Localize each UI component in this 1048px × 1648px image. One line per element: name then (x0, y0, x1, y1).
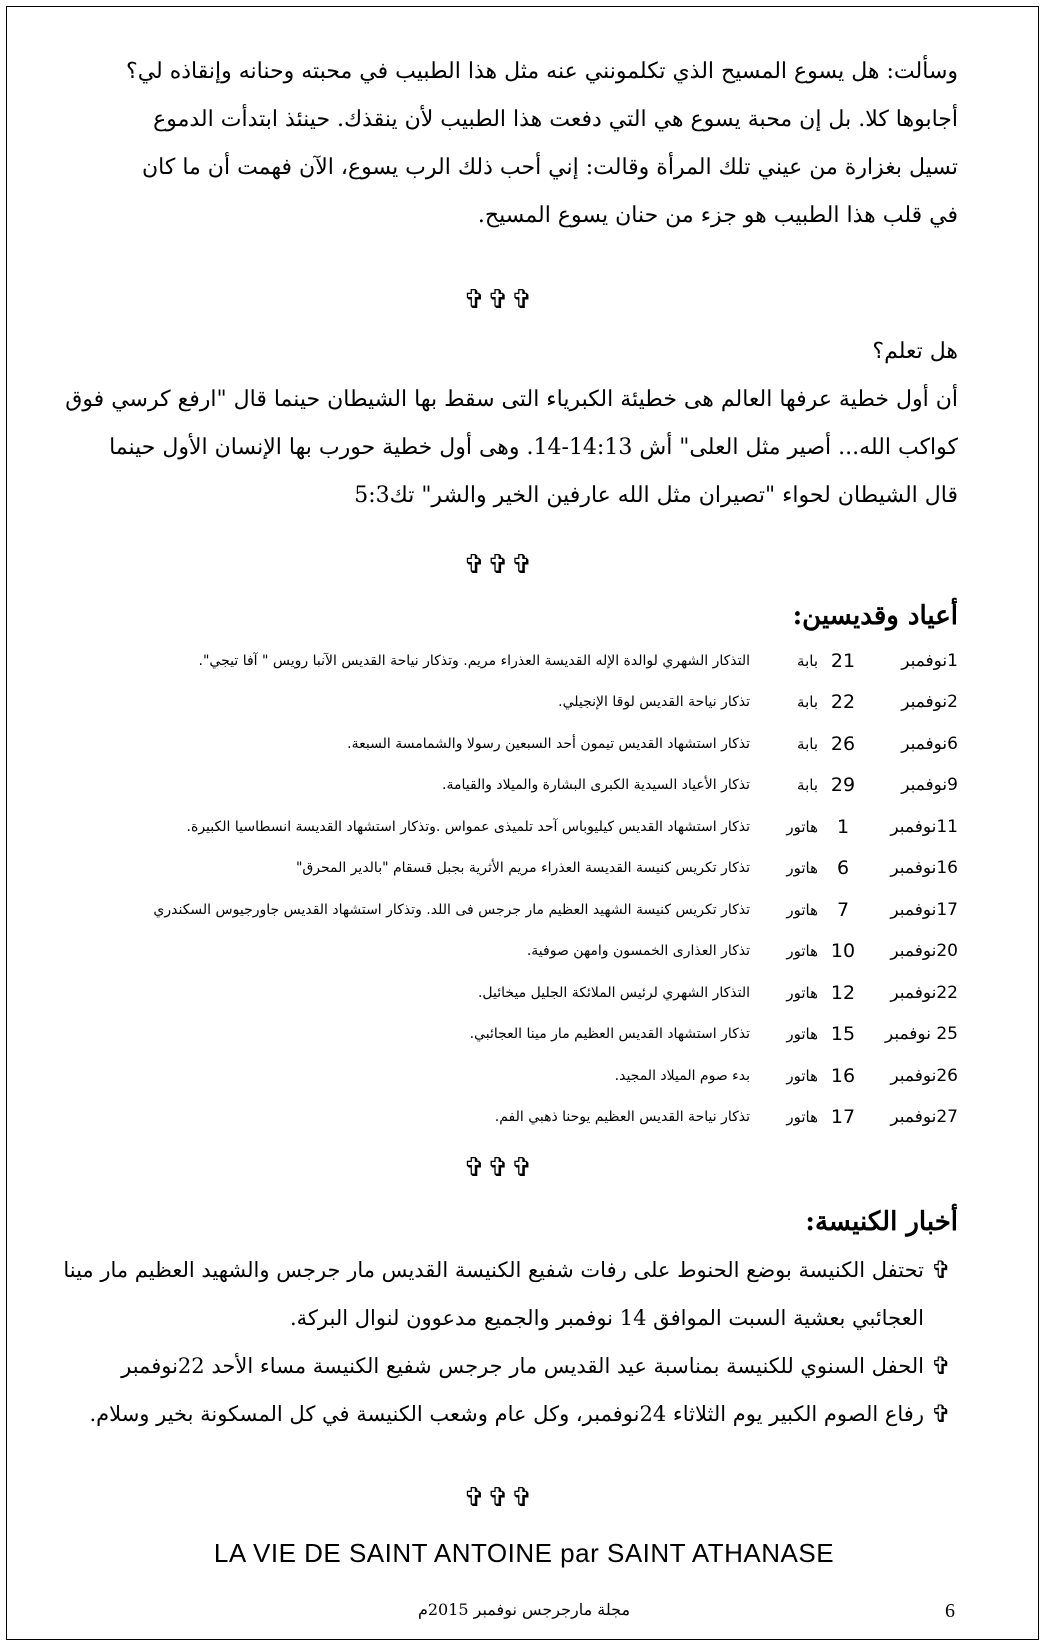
feast-date: 22نوفمبر (890, 982, 958, 1003)
feast-coptic-month: بابة (797, 776, 818, 795)
feast-description: تذكار الأعياد السيدية الكبرى البشارة والميلاد والقيامة. (442, 777, 750, 794)
cross-bullet-icon: ✞ (930, 1400, 952, 1428)
news-text (40, 1342, 924, 1390)
feast-coptic-month: بابة (797, 734, 818, 753)
feast-coptic-month: هاتور (786, 1108, 818, 1127)
feast-coptic-day: 16 (830, 1064, 856, 1087)
feast-row (40, 723, 958, 765)
intro-line: وسألت: هل يسوع المسيح الذي تكلمونني عنه مثل هذا الطبيب في محبته وحنانه وإنقاذه لي؟ (126, 59, 958, 84)
feast-row (40, 1055, 958, 1097)
feast-coptic-day: 17 (830, 1106, 856, 1129)
feast-coptic-month: هاتور (786, 1025, 818, 1044)
feast-description: بدء صوم الميلاد المجيد. (614, 1067, 750, 1084)
feast-description: تذكار استشهاد القديس العظيم مار مينا العجائبي. (469, 1026, 750, 1043)
cross-separator: ✞✞✞ (463, 1153, 535, 1183)
feast-date: 26نوفمبر (890, 1065, 958, 1086)
feast-date: 20نوفمبر (890, 941, 958, 962)
news-text (40, 1246, 924, 1342)
feasts-section (40, 592, 958, 1138)
intro-paragraph (40, 48, 958, 240)
news-item (40, 1390, 958, 1438)
feast-description: تذكار تكريس كنيسة القديسة العذراء مريم الأثرية بجبل قسقام "بالدير المحرق" (295, 860, 750, 877)
feast-date: 25 نوفمبر (884, 1024, 958, 1045)
news-line: تحتفل الكنيسة بوضع الحنوط على رفات شفيع الكنيسة القديس مار جرجس والشهيد العظيم مار مينا (63, 1258, 924, 1282)
feast-row (40, 1014, 958, 1056)
feasts-heading: أعياد وقديسين: (792, 601, 958, 631)
feast-row (40, 1097, 958, 1139)
cross-separator: ✞✞✞ (463, 1483, 535, 1513)
feast-date: 17نوفمبر (890, 899, 958, 920)
did-you-know-heading: هل تعلم؟ (872, 339, 958, 364)
feast-date: 27نوفمبر (890, 1107, 958, 1128)
feast-coptic-day: 22 (830, 691, 856, 714)
feast-coptic-day: 15 (830, 1023, 856, 1046)
feast-coptic-day: 10 (830, 940, 856, 963)
feast-row (40, 931, 958, 973)
feast-row (40, 972, 958, 1014)
cross-bullet-icon: ✞ (930, 1352, 952, 1380)
feast-coptic-month: هاتور (786, 859, 818, 878)
feasts-table (40, 640, 958, 1138)
news-list (40, 1246, 958, 1438)
news-section (40, 1198, 958, 1438)
feast-coptic-day: 6 (836, 857, 850, 880)
did-you-know-section (40, 328, 958, 520)
feast-description: التذكار الشهري لوالدة الإله القديسة العذراء مريم. وتذكار نياحة القديس الآنبا رويس " آفا تيجي". (198, 652, 750, 669)
feast-row (40, 806, 958, 848)
page-footer (0, 1600, 1048, 1630)
feast-description: تذكار استشهاد القديس كيليوباس آحد تلميذى عمواس .وتذكار استشهاد القديسة انسطاسيا الكبيرة. (186, 818, 750, 835)
feast-coptic-day: 26 (830, 732, 856, 755)
cross-bullet-icon: ✞ (930, 1256, 952, 1284)
feast-coptic-month: هاتور (786, 1066, 818, 1085)
feast-description: تذكار العذارى الخمسون وامهن صوفية. (526, 943, 750, 960)
feast-date: 6نوفمبر (901, 733, 958, 754)
feast-coptic-day: 29 (830, 774, 856, 797)
news-heading: أخبار الكنيسة: (805, 1207, 958, 1237)
feast-description: تذكار نياحة القديس العظيم يوحنا ذهبي الفم. (494, 1109, 750, 1126)
feast-row (40, 889, 958, 931)
feast-date: 2نوفمبر (901, 692, 958, 713)
feast-coptic-day: 21 (830, 649, 856, 672)
magazine-footer-title: مجلة مارجرجس نوفمبر 2015م (417, 1600, 631, 1619)
feast-coptic-day: 1 (836, 815, 850, 838)
feast-date: 16نوفمبر (890, 858, 958, 879)
feast-coptic-day: 7 (836, 898, 850, 921)
feast-row (40, 765, 958, 807)
feast-date: 11نوفمبر (890, 816, 958, 837)
feast-coptic-month: هاتور (786, 942, 818, 961)
feast-description: تذكار تكريس كنيسة الشهيد العظيم مار جرجس فى اللد. وتذكار استشهاد القديس جاورجيوس السكندري (153, 901, 750, 918)
did-you-know-line: أن أول خطية عرفها العالم هى خطيئة الكبرياء التى سقط بها الشيطان حينما قال "ارفع كرسي فوق (65, 387, 958, 412)
page-number: 6 (945, 1600, 955, 1622)
feast-description: التذكار الشهري لرئيس الملائكة الجليل ميخائيل. (477, 984, 750, 1001)
feast-row (40, 848, 958, 890)
news-line: الحفل السنوي للكنيسة بمناسبة عيد القديس مار جرجس شفيع الكنيسة مساء الأحد 22نوفمبر (121, 1354, 924, 1378)
intro-line: في قلب هذا الطبيب هو جزء من حنان يسوع المسيح. (477, 203, 958, 228)
did-you-know-line: كواكب الله... أصير مثل العلى" أش 14:13-14. وهى أول خطية حورب بها الإنسان الأول حينما (109, 435, 958, 460)
french-title: LA VIE DE SAINT ANTOINE par SAINT ATHANASE (213, 1538, 835, 1568)
feast-description: تذكار استشهاد القديس تيمون أحد السبعين رسولا والشمامسة السبعة. (347, 735, 750, 752)
feast-coptic-month: هاتور (786, 983, 818, 1002)
did-you-know-line: قال الشيطان لحواء "تصيران مثل الله عارفين الخير والشر" تك5:3 (354, 483, 958, 508)
news-text (40, 1390, 924, 1438)
feast-coptic-month: هاتور (786, 817, 818, 836)
feast-coptic-day: 12 (830, 981, 856, 1004)
cross-separator: ✞✞✞ (463, 285, 535, 315)
intro-line: أجابوها كلا. بل إن محبة يسوع هي التي دفعت هذا الطبيب لأن ينقذك. حينئذ ابتدأت الدموع (153, 107, 958, 132)
intro-line: تسيل بغزارة من عيني تلك المرأة وقالت: إني أحب ذلك الرب يسوع، الآن فهمت أن ما كان (142, 155, 958, 180)
cross-separator: ✞✞✞ (463, 550, 535, 580)
feast-coptic-month: هاتور (786, 900, 818, 919)
news-line: رفاع الصوم الكبير يوم الثلاثاء 24نوفمبر، وكل عام وشعب الكنيسة في كل المسكونة بخير وسلام. (89, 1402, 924, 1426)
feast-coptic-month: بابة (797, 693, 818, 712)
feast-date: 9نوفمبر (901, 775, 958, 796)
feast-coptic-month: بابة (797, 651, 818, 670)
feast-description: تذكار نياحة القديس لوقا الإنجيلي. (558, 694, 750, 711)
news-item (40, 1246, 958, 1342)
news-item (40, 1342, 958, 1390)
feast-row (40, 682, 958, 724)
news-line: العجائبي بعشية السبت الموافق 14 نوفمبر والجميع مدعوون لنوال البركة. (289, 1306, 924, 1330)
feast-row (40, 640, 958, 682)
feast-date: 1نوفمبر (901, 650, 958, 671)
